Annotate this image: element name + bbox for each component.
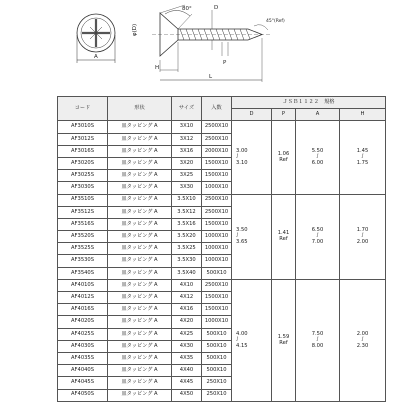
cell-d-range-part: 4.15 — [236, 342, 248, 349]
cell-code: AF3025S — [58, 170, 108, 182]
cell-shape: 皿タッピング A — [108, 145, 172, 157]
cell-code: AF3012S — [58, 133, 108, 145]
cell-shape: 皿タッピング A — [108, 133, 172, 145]
cell-code: AF3540S — [58, 267, 108, 279]
cell-qty: 2000X10 — [202, 145, 232, 157]
cell-code: AF3010S — [58, 121, 108, 133]
cell-code: AF3512S — [58, 206, 108, 218]
cell-size: 3X20 — [172, 157, 202, 169]
cell-h-range-part: ∫ — [361, 233, 364, 239]
cell-h-range-part: 1.45 — [356, 147, 369, 154]
cell-size: 3X12 — [172, 133, 202, 145]
cell-h-range — [340, 279, 386, 401]
cell-shape: 皿タッピング A — [108, 121, 172, 133]
table-row — [58, 194, 386, 206]
header-standard: ＪＳＢ１１２２ 規格 — [232, 97, 386, 109]
cell-shape: 皿タッピング A — [108, 292, 172, 304]
cell-qty: 1000X10 — [202, 243, 232, 255]
cell-d-range-part: ∫ — [236, 233, 239, 239]
cell-d-range-part: ∫ — [236, 154, 239, 160]
cell-code: AF4035S — [58, 352, 108, 364]
cell-shape: 皿タッピング A — [108, 170, 172, 182]
cell-d-range-part: 4.00 — [236, 330, 248, 337]
cell-shape: 皿タッピング A — [108, 377, 172, 389]
cell-size: 4X50 — [172, 389, 202, 401]
cell-size: 4X40 — [172, 365, 202, 377]
cell-size: 3X10 — [172, 121, 202, 133]
screw-side-view — [160, 13, 178, 56]
cell-p-value-part: 1.41 — [277, 229, 290, 236]
cell-p-value-part: Ref — [279, 339, 288, 346]
cell-a-range — [296, 194, 340, 279]
cell-code: AF3510S — [58, 194, 108, 206]
label-head-dia: φ(D) — [132, 23, 138, 36]
cell-a-range-part: 6.00 — [311, 159, 324, 166]
cell-shape: 皿タッピング A — [108, 267, 172, 279]
screw-technical-drawing — [0, 0, 400, 88]
cell-size: 3.5X40 — [172, 267, 202, 279]
cell-code: AF3530S — [58, 255, 108, 267]
cell-d-range — [232, 194, 272, 279]
cell-qty: 1000X10 — [202, 182, 232, 194]
cell-shape: 皿タッピング A — [108, 389, 172, 401]
cell-code: AF3520S — [58, 231, 108, 243]
label-angle: 80° — [182, 6, 192, 12]
cell-code: AF3525S — [58, 243, 108, 255]
label-d: D — [214, 5, 219, 11]
cell-d-range — [232, 279, 272, 401]
cell-size: 3X25 — [172, 170, 202, 182]
cell-shape: 皿タッピング A — [108, 365, 172, 377]
cell-qty: 1500X10 — [202, 292, 232, 304]
cell-shape: 皿タッピング A — [108, 218, 172, 230]
cell-shape: 皿タッピング A — [108, 328, 172, 340]
cell-code: AF4010S — [58, 279, 108, 291]
cell-code: AF3030S — [58, 182, 108, 194]
cell-code: AF4025S — [58, 328, 108, 340]
cell-qty: 500X10 — [202, 352, 232, 364]
cell-size: 4X12 — [172, 292, 202, 304]
cell-a-range-part: ∫ — [316, 233, 319, 239]
cell-a-range-part: 7.50 — [311, 330, 324, 337]
header-code: コード — [58, 97, 108, 121]
cell-shape: 皿タッピング A — [108, 243, 172, 255]
cell-d-range-part: ∫ — [236, 337, 239, 342]
cell-size: 4X10 — [172, 279, 202, 291]
cell-size: 3.5X30 — [172, 255, 202, 267]
cell-shape: 皿タッピング A — [108, 304, 172, 316]
cell-code: AF4050S — [58, 389, 108, 401]
cell-a-range-part: 6.50 — [311, 227, 324, 234]
cell-qty: 2500X10 — [202, 279, 232, 291]
cell-qty: 250X10 — [202, 389, 232, 401]
cell-code: AF4012S — [58, 292, 108, 304]
cell-size: 3.5X10 — [172, 194, 202, 206]
cell-h-range-part: ∫ — [361, 337, 364, 342]
label-l: L — [209, 74, 213, 80]
cell-a-range-part: 8.00 — [311, 342, 324, 349]
cell-qty: 1000X10 — [202, 231, 232, 243]
cell-qty: 1500X10 — [202, 157, 232, 169]
cell-qty: 1500X10 — [202, 304, 232, 316]
label-a: A — [94, 54, 98, 60]
cell-h-range — [340, 194, 386, 279]
header-d: D — [232, 109, 272, 121]
cell-a-range — [296, 121, 340, 194]
cell-qty: 500X10 — [202, 340, 232, 352]
cell-p-value — [272, 121, 296, 194]
cell-shape: 皿タッピング A — [108, 157, 172, 169]
cell-code: AF3020S — [58, 157, 108, 169]
cell-h-range-part: 1.75 — [356, 159, 369, 166]
cell-size: 4X35 — [172, 352, 202, 364]
cell-d-range — [232, 121, 272, 194]
label-h: H — [155, 65, 160, 71]
cell-size: 4X25 — [172, 328, 202, 340]
cell-code: AF3016S — [58, 145, 108, 157]
cell-h-range — [340, 121, 386, 194]
cell-size: 3X16 — [172, 145, 202, 157]
header-h: H — [340, 109, 386, 121]
header-a: A — [296, 109, 340, 121]
cell-size: 4X20 — [172, 316, 202, 328]
cell-h-range-part: 2.00 — [356, 238, 369, 245]
cell-shape: 皿タッピング A — [108, 194, 172, 206]
table-row — [58, 121, 386, 133]
cell-d-range-part: 3.10 — [236, 159, 248, 166]
table-row — [58, 279, 386, 291]
cell-code: AF4020S — [58, 316, 108, 328]
cell-size: 4X30 — [172, 340, 202, 352]
cell-qty: 2500X10 — [202, 194, 232, 206]
cell-size: 4X45 — [172, 377, 202, 389]
cell-code: AF3516S — [58, 218, 108, 230]
cell-h-range-part: ∫ — [361, 154, 364, 160]
header-shape: 形状 — [108, 97, 172, 121]
label-tip: 45°(Ref) — [266, 19, 285, 24]
cell-size: 4X16 — [172, 304, 202, 316]
cell-shape: 皿タッピング A — [108, 206, 172, 218]
cell-shape: 皿タッピング A — [108, 231, 172, 243]
cell-qty: 500X10 — [202, 365, 232, 377]
cell-h-range-part: 2.00 — [356, 330, 369, 337]
cell-shape: 皿タッピング A — [108, 352, 172, 364]
cell-code: AF4030S — [58, 340, 108, 352]
cell-d-range-part: 3.65 — [236, 238, 248, 245]
cell-h-range-part: 1.70 — [356, 227, 369, 234]
cell-d-range-part: 3.00 — [236, 147, 248, 154]
cell-p-value-part: Ref — [279, 236, 288, 243]
cell-p-value-part: Ref — [279, 156, 288, 163]
header-size: サイズ — [172, 97, 202, 121]
cell-p-value-part: 1.59 — [277, 333, 290, 340]
cell-size: 3.5X25 — [172, 243, 202, 255]
cell-qty: 2500X10 — [202, 133, 232, 145]
cell-qty: 500X10 — [202, 328, 232, 340]
header-p: P — [272, 109, 296, 121]
cell-size: 3.5X12 — [172, 206, 202, 218]
cell-shape: 皿タッピング A — [108, 316, 172, 328]
cell-shape: 皿タッピング A — [108, 182, 172, 194]
cell-d-range-part: 3.50 — [236, 227, 248, 234]
cell-qty: 500X10 — [202, 267, 232, 279]
cell-qty: 1000X10 — [202, 316, 232, 328]
cell-qty: 1500X10 — [202, 170, 232, 182]
cell-size: 3.5X16 — [172, 218, 202, 230]
cell-qty: 250X10 — [202, 377, 232, 389]
header-qty: 入数 — [202, 97, 232, 121]
cell-shape: 皿タッピング A — [108, 340, 172, 352]
cell-qty: 2500X10 — [202, 206, 232, 218]
cell-p-value — [272, 279, 296, 401]
cell-code: AF4016S — [58, 304, 108, 316]
cell-shape: 皿タッピング A — [108, 279, 172, 291]
cell-p-value — [272, 194, 296, 279]
cell-shape: 皿タッピング A — [108, 255, 172, 267]
cell-size: 3X30 — [172, 182, 202, 194]
cell-code: AF4045S — [58, 377, 108, 389]
cell-qty: 2500X10 — [202, 121, 232, 133]
cell-size: 3.5X20 — [172, 231, 202, 243]
cell-a-range-part: ∫ — [316, 154, 319, 160]
cell-code: AF4040S — [58, 365, 108, 377]
spec-table-body — [58, 121, 386, 401]
cell-a-range-part: 7.00 — [311, 238, 324, 245]
label-p: P — [223, 60, 227, 66]
spec-table — [57, 96, 386, 402]
cell-a-range-part: 5.50 — [311, 147, 324, 154]
cell-p-value-part: 1.06 — [277, 150, 290, 157]
cell-qty: 1000X10 — [202, 255, 232, 267]
cell-qty: 1500X10 — [202, 218, 232, 230]
cell-a-range-part: ∫ — [316, 337, 319, 342]
cell-a-range — [296, 279, 340, 401]
cell-h-range-part: 2.30 — [356, 342, 369, 349]
